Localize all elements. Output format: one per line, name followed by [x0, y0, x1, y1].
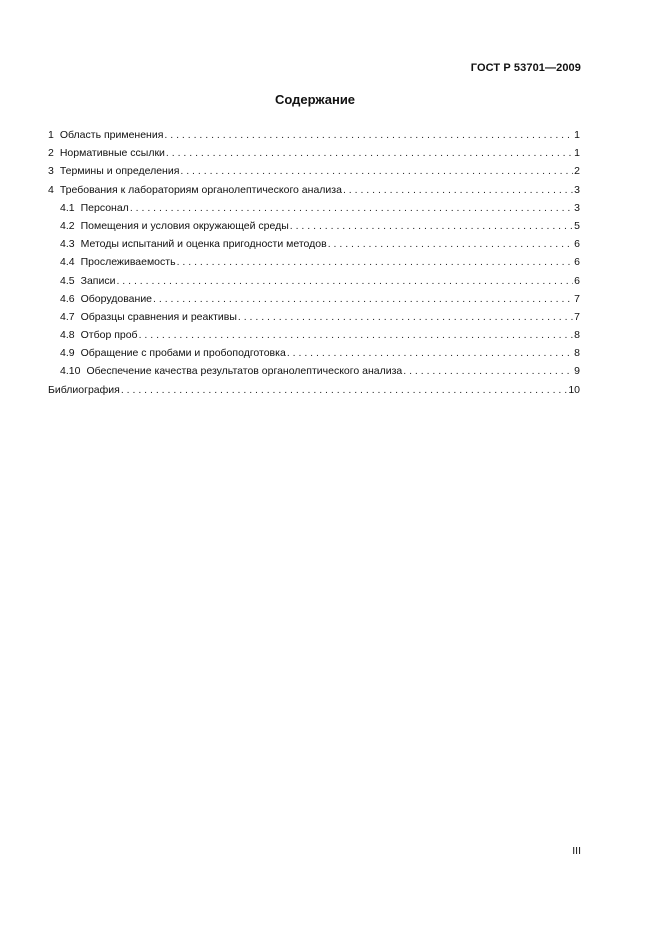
toc-entry-number: 3 [48, 165, 54, 178]
toc-entry-number: 4.3 [60, 238, 75, 251]
toc-entry[interactable] [48, 235, 580, 253]
toc-entry-number: 4.6 [60, 292, 75, 305]
toc-entry-text: Персонал [80, 201, 129, 214]
toc-entry-page: 9 [574, 365, 580, 378]
toc-entry-label [48, 181, 342, 199]
toc-entry-text: Требования к лабораториям органолептического анализа [59, 183, 342, 196]
toc-dot-leader [121, 381, 567, 399]
toc-entry-label [60, 308, 237, 326]
toc-entry-text: Библиография [48, 383, 120, 396]
page-number: III [572, 845, 581, 857]
toc-entry-number: 4.5 [60, 274, 75, 287]
toc-entry-text: Отбор проб [80, 329, 138, 342]
toc-entry-label [60, 326, 138, 344]
toc-entry-text: Обращение с пробами и пробоподготовка [80, 347, 286, 360]
toc-entry-page: 6 [574, 256, 580, 269]
toc-entry-page: 10 [568, 383, 580, 396]
toc-dot-leader [139, 326, 574, 344]
toc-entry-page: 6 [574, 274, 580, 287]
toc-entry-page: 5 [574, 219, 580, 232]
toc-entry-page: 8 [574, 329, 580, 342]
toc-entry-number: 4.1 [60, 201, 75, 214]
toc-entry-page: 3 [574, 201, 580, 214]
toc-entry-number: 4.9 [60, 347, 75, 360]
toc-dot-leader [343, 181, 573, 199]
toc-entry[interactable] [48, 181, 580, 199]
toc-entry[interactable] [48, 344, 580, 362]
toc-entry-text: Методы испытаний и оценка пригодности методов [80, 238, 327, 251]
toc-entry[interactable] [48, 144, 580, 162]
toc-dot-leader [116, 272, 573, 290]
toc-dot-leader [130, 199, 573, 217]
toc-entry-number: 4.8 [60, 329, 75, 342]
toc-entry[interactable] [48, 272, 580, 290]
toc-dot-leader [166, 144, 573, 162]
toc-dot-leader [238, 308, 573, 326]
toc-entry-number: 4 [48, 183, 54, 196]
toc-entry-number: 4.10 [60, 365, 81, 378]
toc-entry-page: 7 [574, 292, 580, 305]
toc-entry[interactable] [48, 162, 580, 180]
toc-dot-leader [153, 290, 573, 308]
toc-entry[interactable] [48, 308, 580, 326]
toc-entry-text: Область применения [59, 129, 164, 141]
toc-entry-text: Термины и определения [59, 165, 180, 178]
toc-entry-page: 1 [574, 147, 580, 160]
toc-dot-leader [177, 253, 574, 271]
toc-entry-page: 8 [574, 347, 580, 360]
toc-entry-label [60, 253, 176, 271]
table-of-contents [48, 126, 580, 399]
toc-title: Содержание [274, 92, 356, 107]
toc-dot-leader [180, 162, 573, 180]
toc-entry-label [60, 290, 152, 308]
toc-entry-number: 4.4 [60, 256, 75, 269]
toc-entry-label [60, 217, 289, 235]
toc-entry-text: Образцы сравнения и реактивы [80, 310, 237, 323]
toc-entry-text: Прослеживаемость [80, 256, 176, 269]
toc-dot-leader [403, 362, 573, 380]
toc-entry-number: 4.7 [60, 310, 75, 323]
toc-dot-leader [290, 217, 573, 235]
toc-entry-text: Нормативные ссылки [59, 147, 165, 160]
toc-entry-label [48, 162, 179, 180]
toc-entry-page: 1 [574, 129, 580, 141]
toc-entry-text: Помещения и условия окружающей среды [80, 219, 289, 232]
toc-dot-leader [328, 235, 573, 253]
toc-entry[interactable] [48, 126, 580, 144]
toc-entry-label [48, 381, 120, 399]
toc-entry-page: 3 [574, 183, 580, 196]
toc-entry-number: 2 [48, 147, 54, 160]
toc-entry-text: Оборудование [80, 292, 153, 305]
toc-entry-number: 4.2 [60, 219, 75, 232]
toc-entry-label [60, 272, 115, 290]
toc-entry-label [48, 126, 163, 144]
document-id: ГОСТ Р 53701—2009 [470, 62, 581, 74]
toc-entry-label [48, 144, 165, 162]
toc-entry[interactable] [48, 381, 580, 399]
toc-entry-page: 2 [574, 165, 580, 178]
toc-entry[interactable] [48, 253, 580, 271]
toc-entry[interactable] [48, 362, 580, 380]
toc-entry-label [60, 362, 402, 380]
toc-dot-leader [164, 126, 573, 144]
toc-entry-number: 1 [48, 129, 54, 141]
toc-dot-leader [287, 344, 573, 362]
toc-entry[interactable] [48, 217, 580, 235]
toc-entry-label [60, 344, 286, 362]
toc-entry-label [60, 199, 129, 217]
toc-entry-text: Записи [80, 274, 116, 287]
toc-entry[interactable] [48, 326, 580, 344]
toc-entry[interactable] [48, 290, 580, 308]
toc-entry-label [60, 235, 327, 253]
toc-entry[interactable] [48, 199, 580, 217]
toc-entry-page: 6 [574, 238, 580, 251]
toc-entry-text: Обеспечение качества результатов органолептического анализа [86, 365, 403, 378]
toc-entry-page: 7 [574, 310, 580, 323]
